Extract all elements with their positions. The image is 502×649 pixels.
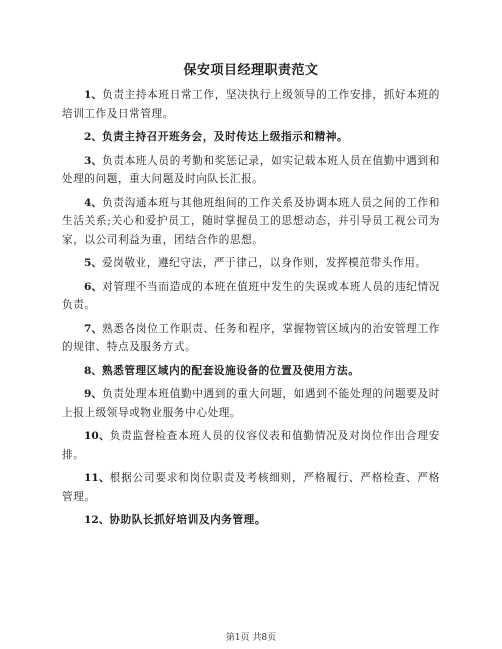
item-number: 8、 — [84, 364, 102, 377]
item-text: 熟悉各岗位工作职责、任务和程序，掌握物管区域内的治安管理工作的规律、特点及服务方式。 — [62, 322, 440, 353]
item-text: 熟悉管理区域内的配套设施设备的位置及使用方法。 — [101, 364, 360, 377]
item-text: 负责本班人员的考勤和奖惩记录，如实记载本班人员在值勤中遇到和处理的问题，重大问题及时向队长汇报。 — [62, 154, 440, 185]
item-text: 负责主持召开班务会，及时传达上级指示和精神。 — [101, 131, 349, 143]
item-number: 2、 — [84, 131, 102, 143]
page-number: 第1页 共8页 — [225, 633, 277, 643]
duty-list — [62, 86, 440, 535]
item-number: 7、 — [84, 322, 103, 335]
duty-item — [62, 511, 440, 530]
item-text: 负责沟通本班与其他班组间的工作关系及协调本班人员之间的工作和生活关系;关心和爱护员工，随时掌握员工的思想动态，并引导员工视公司为家，以公司利益为重，团结合作的思想。 — [62, 196, 440, 246]
duty-item — [62, 128, 440, 147]
duty-item — [62, 86, 440, 123]
item-number: 4、 — [84, 196, 103, 209]
item-text: 对管理不当而造成的本班在值班中发生的失误或本班人员的违纪情况负责。 — [62, 280, 440, 311]
duty-item — [62, 469, 440, 506]
item-number: 11、 — [84, 472, 110, 484]
item-number: 9、 — [84, 388, 103, 400]
duty-item — [62, 278, 440, 315]
document-title: 保安项目经理职责范文 — [183, 63, 319, 78]
item-text: 爱岗敬业，遵纪守法，严于律己，以身作则，发挥模范带头作用。 — [101, 257, 427, 269]
duty-item — [62, 152, 440, 189]
duty-item — [62, 194, 440, 250]
item-number: 1、 — [84, 89, 103, 101]
item-number: 6、 — [84, 280, 103, 293]
duty-item — [62, 385, 440, 422]
duty-item — [62, 320, 440, 357]
item-text: 负责处理本班值勤中遇到的重大问题，如遇到不能处理的问题要及时上报上级领导或物业服务中心处理。 — [62, 388, 440, 419]
item-number: 10、 — [84, 430, 110, 442]
duty-item — [62, 427, 440, 464]
item-text: 负责主持本班日常工作，坚决执行上级领导的工作安排，抓好本班的培训工作及日常管理。 — [62, 89, 440, 120]
item-number: 12、 — [84, 514, 110, 526]
item-number: 3、 — [84, 154, 103, 167]
item-text: 协助队长抓好培训及内务管理。 — [109, 514, 267, 526]
item-number: 5、 — [84, 257, 102, 269]
duty-item — [62, 362, 440, 381]
item-text: 根据公司要求和岗位职责及考核细则，严格履行、严格检查、严格管理。 — [62, 472, 440, 503]
duty-item — [62, 254, 440, 273]
item-text: 负责监督检查本班人员的仪容仪表和值勤情况及对岗位作出合理安排。 — [62, 430, 440, 461]
